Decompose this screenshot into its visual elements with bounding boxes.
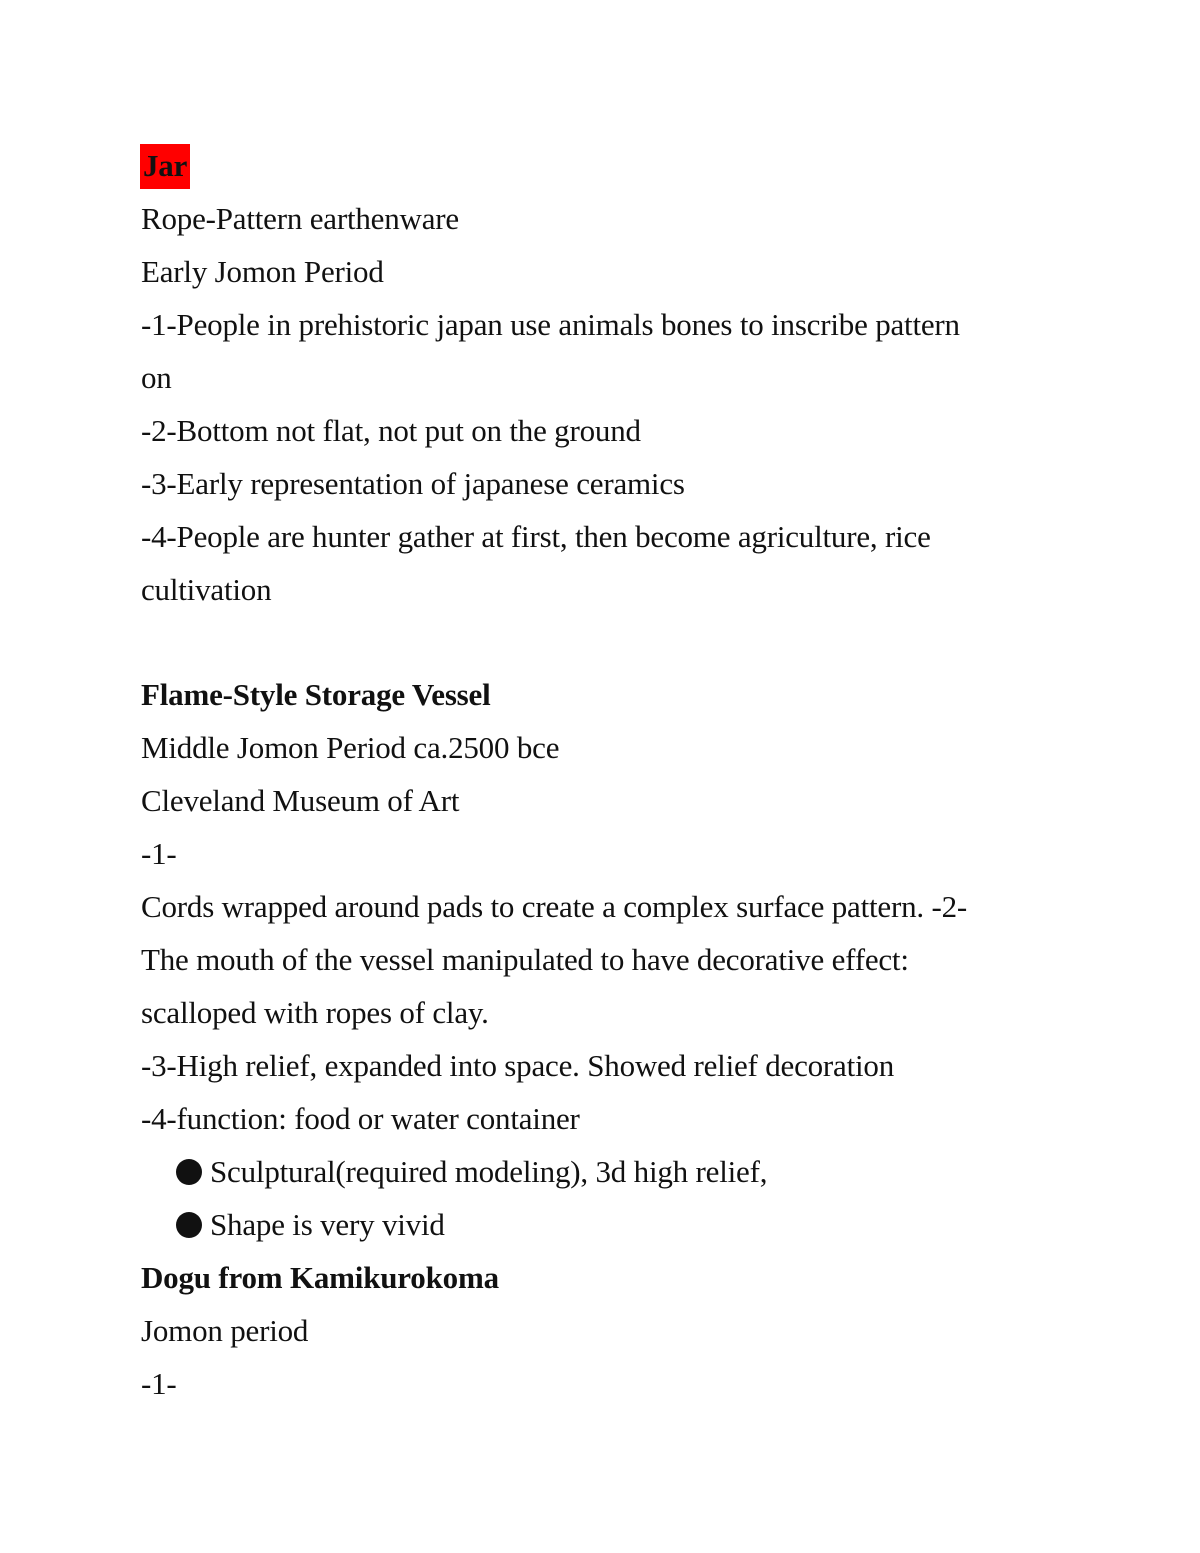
text-line: -4-function: food or water container	[141, 1101, 580, 1136]
text-line: Cords wrapped around pads to create a complex surface pattern. -2-	[141, 889, 968, 924]
bullet-icon	[176, 1159, 202, 1185]
heading-highlight: Jar	[140, 144, 190, 189]
text-line: -3-High relief, expanded into space. Showed relief decoration	[141, 1048, 895, 1083]
text-line: on	[141, 360, 172, 395]
text-line: Cleveland Museum of Art	[141, 783, 460, 818]
heading-dogu: Dogu from Kamikurokoma	[141, 1260, 499, 1295]
text-line: -1-	[141, 836, 177, 871]
text-line: -1-People in prehistoric japan use animals bones to inscribe pattern	[141, 307, 960, 342]
text-line: Rope-Pattern earthenware	[141, 201, 459, 236]
text-line: scalloped with ropes of clay.	[141, 995, 489, 1030]
bullet-text: Sculptural(required modeling), 3d high relief,	[210, 1154, 768, 1189]
bullet-icon	[176, 1212, 202, 1238]
heading-jar	[141, 146, 190, 186]
bullet-text: Shape is very vivid	[210, 1207, 445, 1242]
heading-flame-style-vessel: Flame-Style Storage Vessel	[141, 677, 491, 712]
text-line: Early Jomon Period	[141, 254, 384, 289]
text-line: -2-Bottom not flat, not put on the ground	[141, 413, 641, 448]
text-line: cultivation	[141, 572, 272, 607]
text-line: -4-People are hunter gather at first, then become agriculture, rice	[141, 519, 931, 554]
text-line: -3-Early representation of japanese ceramics	[141, 466, 685, 501]
text-line: The mouth of the vessel manipulated to have decorative effect:	[141, 942, 909, 977]
bullet-item	[176, 1152, 767, 1192]
bullet-item	[176, 1205, 445, 1245]
text-line: Jomon period	[141, 1313, 309, 1348]
text-line: Middle Jomon Period ca.2500 bce	[141, 730, 560, 765]
text-line: -1-	[141, 1366, 177, 1401]
